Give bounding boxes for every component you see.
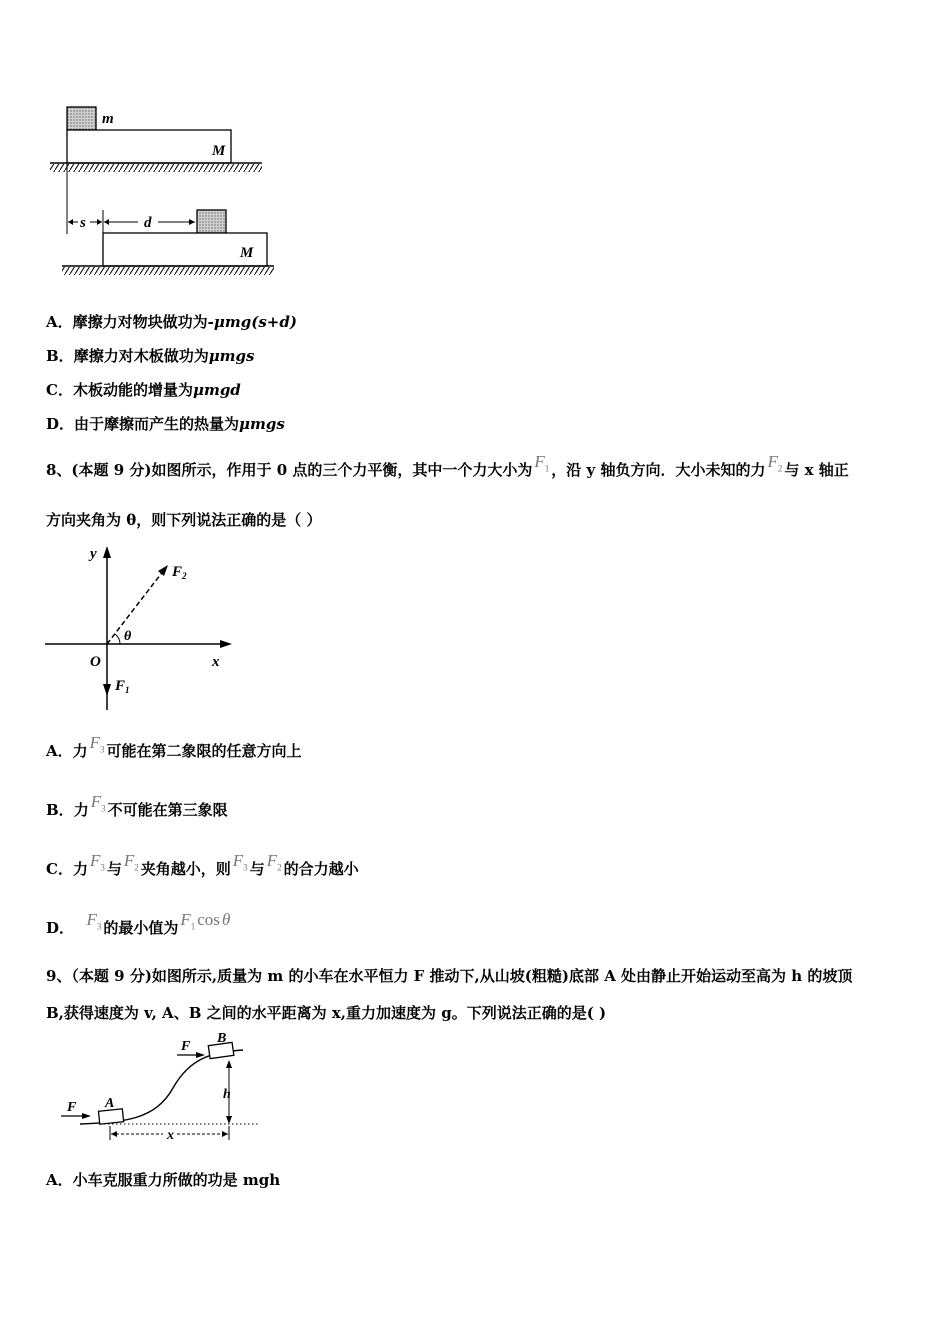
- q7-option-d: D．由于摩擦而产生的热量为μmgs: [46, 415, 285, 433]
- d-label: d: [144, 215, 152, 231]
- x-axis-label: x: [212, 654, 220, 670]
- q9-stem-line1: 9、（本题 9 分)如图所示,质量为 m 的小车在水平恒力 F 推动下,从山坡(粗糙)底部 A 处由静止开始运动至高为 h 的坡顶: [46, 967, 853, 985]
- bottom-board-label: M: [240, 245, 254, 261]
- theta-label: θ: [124, 629, 132, 644]
- q8-option-a: A．力 $F_3$ 可能在第二象限的任意方向上: [46, 733, 302, 760]
- h-label: h: [223, 1087, 231, 1102]
- f2-symbol: $F_2$: [767, 452, 783, 474]
- force-axes-figure: [40, 540, 240, 715]
- q8-stem-line2: 方向夹角为 θ，则下列说法正确的是（ ）: [46, 511, 322, 529]
- top-block: [67, 107, 96, 130]
- f2-label: $F_2$: [172, 564, 187, 581]
- cart-a: [98, 1109, 123, 1124]
- s-label: s: [80, 215, 86, 231]
- y-axis-label: y: [90, 546, 97, 562]
- f-top-label: F: [181, 1039, 191, 1054]
- bottom-block: [197, 210, 226, 233]
- q7-option-a: A．摩擦力对物块做功为-μmg(s+d): [46, 313, 297, 331]
- f1-label: $F_1$: [115, 678, 130, 695]
- q8-stem-line1: 8、(本题 9 分)如图所示，作用于 0 点的三个力平衡，其中一个力大小为 $F_1$ ，沿 y 轴负方向．大小未知的力 $F_2$ 与 x 轴正: [46, 452, 849, 479]
- a-label: A: [105, 1096, 115, 1111]
- q7-option-c: C．木板动能的增量为μmgd: [46, 381, 241, 399]
- hill-figure: [55, 1030, 265, 1150]
- q9-stem-line2: B,获得速度为 v, A、B 之间的水平距离为 x,重力加速度为 g。下列说法正确的是( ): [46, 1004, 607, 1022]
- f1-symbol: $F_1$: [534, 452, 550, 474]
- top-board: [67, 130, 231, 163]
- top-board-label: M: [212, 143, 226, 159]
- block-board-figure: [40, 98, 280, 288]
- f-left-label: F: [67, 1100, 77, 1115]
- q9-option-a: A．小车克服重力所做的功是 mgh: [46, 1171, 281, 1189]
- top-block-label: m: [102, 111, 114, 127]
- x-label: x: [167, 1128, 174, 1143]
- b-label: B: [217, 1031, 227, 1046]
- q8-option-c: C．力 $F_3$ 与 $F_2$ 夹角越小，则 $F_3$ 与 $F_2$ 的合力越小: [46, 851, 359, 878]
- origin-label: O: [90, 654, 101, 670]
- q8-option-d: D． $F_3$ 的最小值为 $F_1$ cos θ: [46, 910, 231, 937]
- q8-option-b: B．力 $F_3$ 不可能在第三象限: [46, 792, 228, 819]
- q7-option-b: B．摩擦力对木板做功为μmgs: [46, 347, 255, 365]
